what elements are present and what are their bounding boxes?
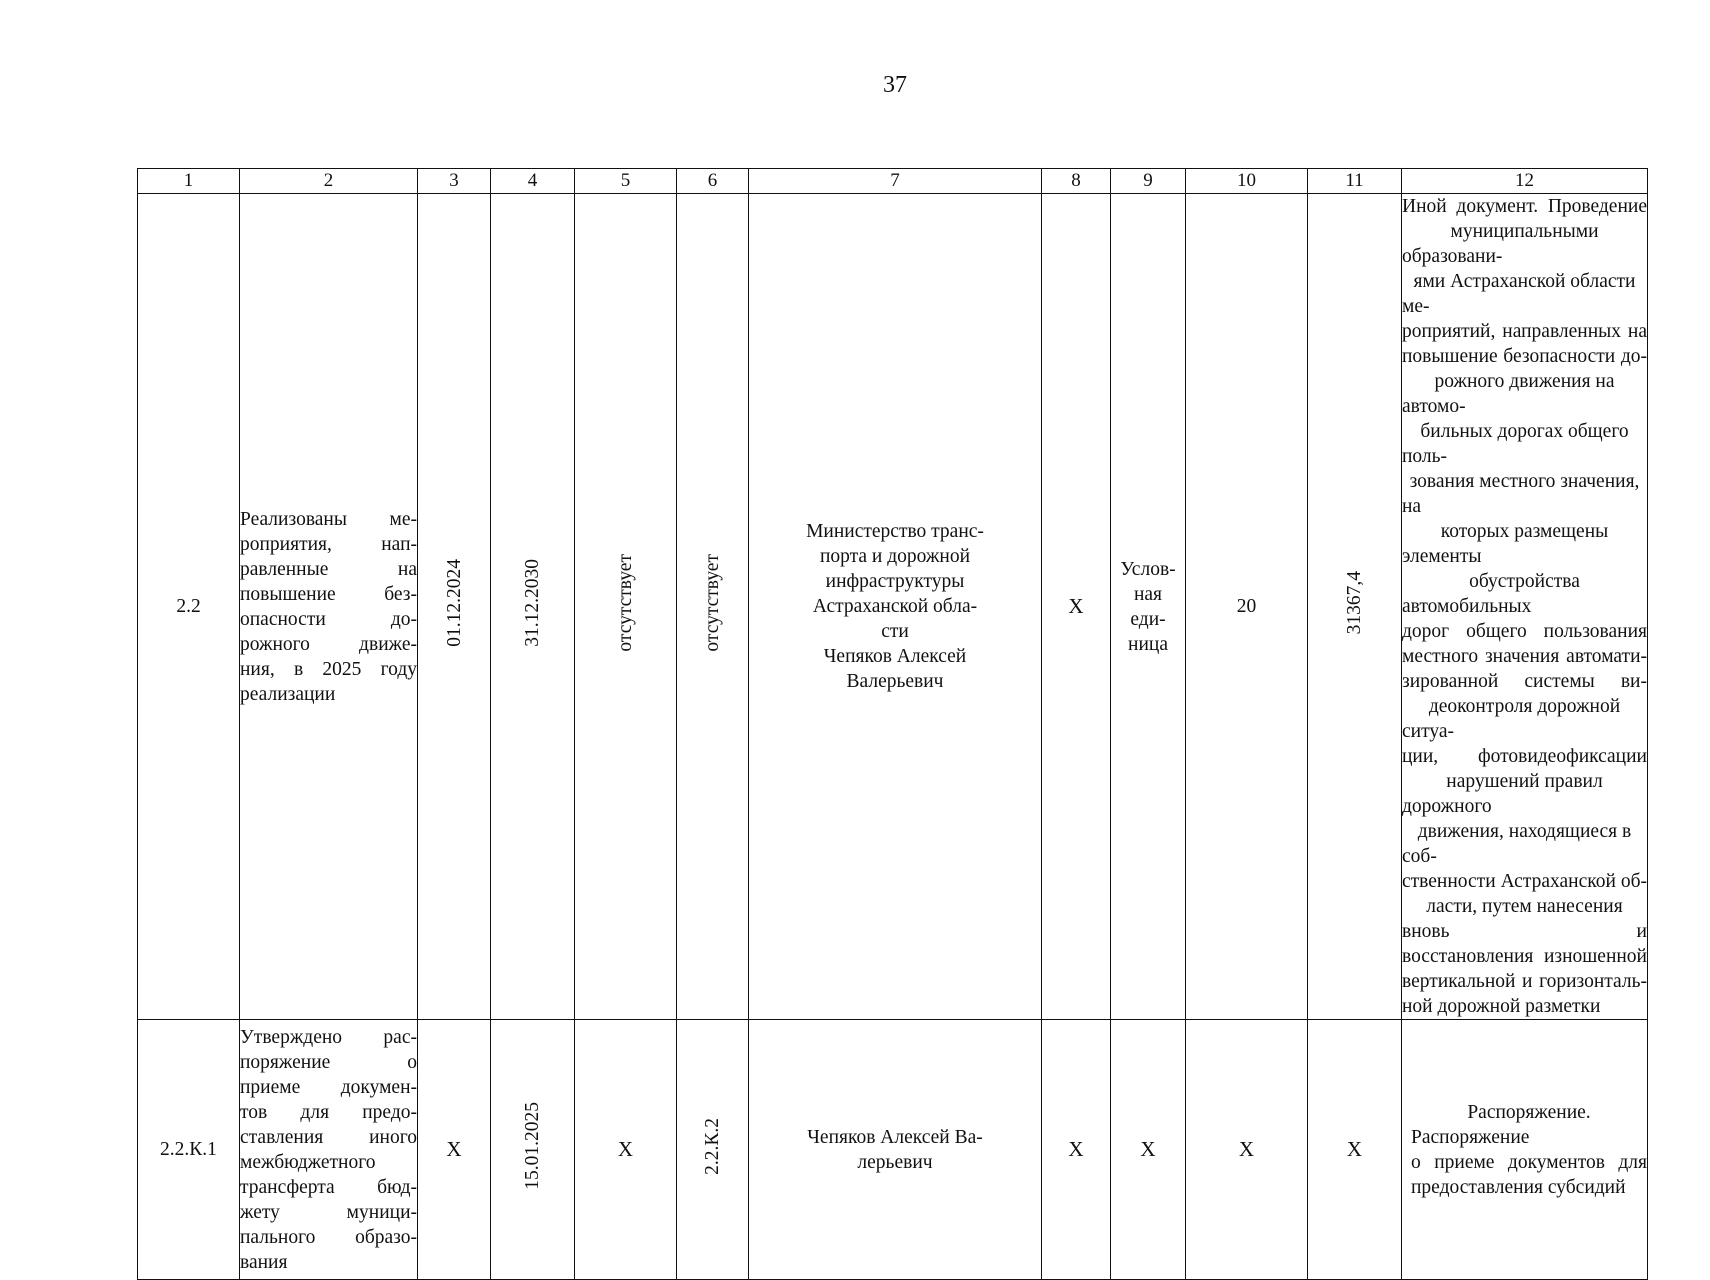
header-cell: 8 (1042, 169, 1111, 194)
predecessor: отсутствует (615, 554, 636, 652)
header-cell: 9 (1111, 169, 1186, 194)
value-cell: X (1186, 1020, 1308, 1280)
table-row (138, 194, 1648, 1020)
header-cell: 1 (138, 169, 240, 194)
header-cell: 11 (1308, 169, 1402, 194)
header-cell: 7 (749, 169, 1042, 194)
header-row (138, 169, 1648, 194)
type-cell: X (1042, 194, 1111, 1020)
value-cell: 20 (1186, 194, 1308, 1020)
result-description: Реализованы ме- роприятия, нап- равленные на повышение без- опасности до- рожного движе- ния, в 2025 году реализации (240, 194, 418, 1020)
row-number: 2.2.К.1 (138, 1020, 240, 1280)
end-date: 15.01.2025 (522, 1102, 543, 1190)
header-cell: 2 (240, 169, 418, 194)
start-date-cell (418, 194, 491, 1020)
predecessor-cell (575, 194, 677, 1020)
successor: 2.2.К.2 (702, 1117, 723, 1175)
header-cell: 5 (575, 169, 677, 194)
amount: 31367,4 (1344, 571, 1365, 635)
end-date-cell (491, 194, 575, 1020)
unit-cell: X (1111, 1020, 1186, 1280)
end-date: 31.12.2030 (522, 559, 543, 647)
end-date-cell (491, 1020, 575, 1280)
type-cell: X (1042, 1020, 1111, 1280)
predecessor-cell: X (575, 1020, 677, 1280)
header-cell: 10 (1186, 169, 1308, 194)
page-number: 37 (883, 72, 907, 98)
row-number: 2.2 (138, 194, 240, 1020)
successor-cell (677, 194, 749, 1020)
unit-cell: Услов- ная еди- ница (1111, 194, 1186, 1020)
header-cell: 4 (491, 169, 575, 194)
header-cell: 12 (1402, 169, 1648, 194)
amount-cell (1308, 194, 1402, 1020)
header-cell: 6 (677, 169, 749, 194)
start-date-cell: X (418, 1020, 491, 1280)
successor: отсутствует (702, 554, 723, 652)
document-description: Иной документ. Проведение муниципальными образовани- ями Астраханской области ме- роприятий, направленных на повышение безопасности до- рожного движения на автомо- бильных дорогах общего поль- зования местного значения, на которых размещены элементы обустройства автомобильных дорог общего пользования местного значения автомати- зированной системы ви- деоконтроля дорожной ситуа- ции, фотовидеофиксации нарушений правил дорожного движения, находящиеся в соб- ственности Астраханской об- ласти, путем нанесения вновь и восстановления изношенной вертикальной и горизонталь- ной дорожной разметки (1402, 194, 1648, 1020)
start-date: 01.12.2024 (443, 559, 465, 647)
plan-table (137, 168, 1648, 1280)
successor-cell (677, 1020, 749, 1280)
amount-cell: X (1308, 1020, 1402, 1280)
header-cell: 3 (418, 169, 491, 194)
table-row (138, 1020, 1648, 1280)
responsible: Министерство транс- порта и дорожной инфраструктуры Астраханской обла- сти Чепяков Алексей Валерьевич (749, 194, 1042, 1020)
result-description: Утверждено рас- поряжение о приеме докумен- тов для предо- ставления иного межбюджетного трансферта бюд- жету муници- пального образо- вания (240, 1020, 418, 1280)
document-description: Распоряжение. Распоряжение о приеме документов для предоставления субсидий (1402, 1020, 1648, 1280)
responsible: Чепяков Алексей Ва- лерьевич (749, 1020, 1042, 1280)
